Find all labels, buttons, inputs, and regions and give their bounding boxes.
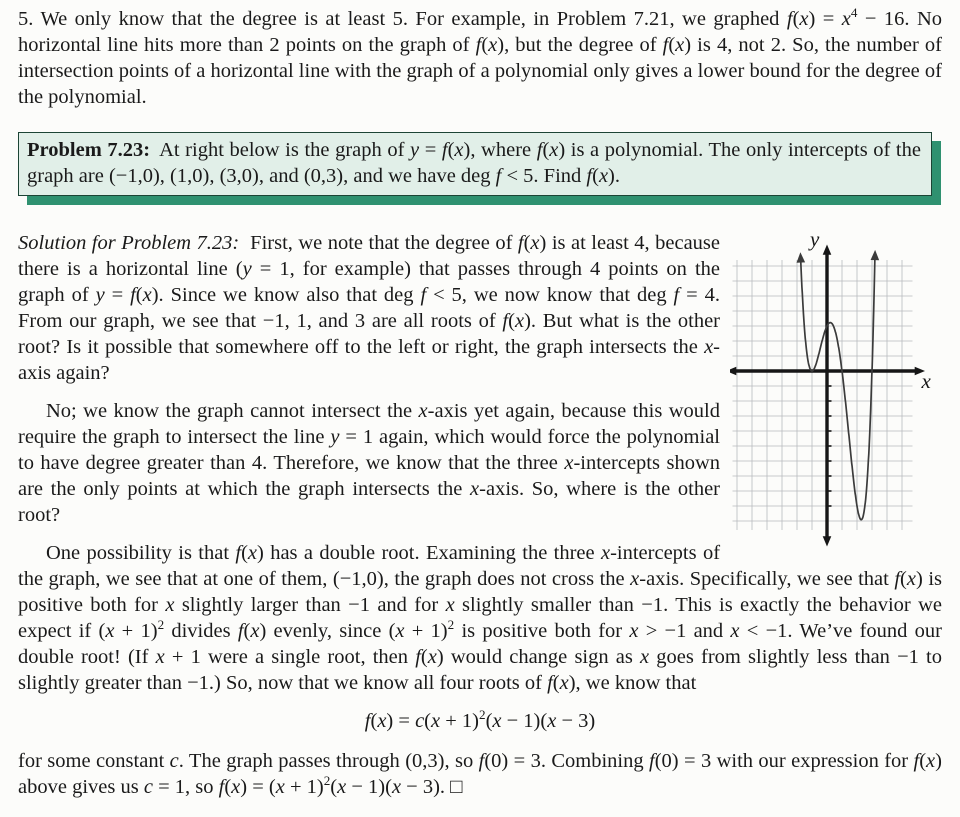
- solution-paragraph-4: for some constant c. The graph passes through (0,3), so f(0) = 3. Combining f(0) = 3 with our expression for f(x) above gives us c = 1, so $f(x) = (x + 1)^2(x - 1)(x - 3)$. □: [18, 750, 942, 798]
- equation: $f(x) = c(x + 1)^2(x - 1)(x - 3)$: [364, 707, 596, 732]
- solution-paragraph-3: One possibility is that f(x) has a double root. Examining the three x-intercepts of the graph, we see that at one of them, (−1,0), the graph does not cross the x-axis. Specifically, we see that f(x) is positive both for x slightly larger than −1 and for x slightly smaller than −1. This is exactly the behavior we expect if $(x + 1)^2$ divides f(x) evenly, since $(x + 1)^2$ is positive both for x > −1 and x < −1. We’ve found our double root! (If x + 1 were a single root, then f(x) would change sign as x goes from slightly less than −1 to slightly greater than −1.) So, now that we know all four roots of f(x), we know that: [18, 542, 943, 694]
- svg-text:y: y: [810, 230, 820, 251]
- intro-paragraph: 5. We only know that the degree is at least 5. For example, in Problem 7.21, we graphed $f(x) = x^4 - 16$. No horizontal line hits more than 2 points on the graph of f(x), but the degree of f(x) is 4, not 2. So, the number of intersection points of a horizontal line with the graph of a polynomial only gives a lower bound for the degree of the polynomial.: [18, 5, 943, 108]
- polynomial-graph: [730, 230, 942, 552]
- solution-paragraph-1-text: First, we note that the degree of f(x) is at least 4, because there is a horizontal line (y = 1, for example) that passes through 4 points on the graph of y = f(x). Since we know also that deg f < 5, we now know that deg f = 4. From our graph, we see that −1, 1, and 3 are all roots of f(x). But what is the other root? Is it possible that somewhere off to the left or right, the graph intersects the x-axis again?: [18, 232, 721, 384]
- solution-lead: Solution for Problem 7.23:: [18, 232, 240, 254]
- problem-box-text: At right below is the graph of y = f(x), where f(x) is a polynomial. The only intercepts of the graph are (−1,0), (1,0), (3,0), and (0,3), and we have deg f < 5. Find f(x).: [27, 139, 921, 187]
- solution-section: [18, 230, 942, 800]
- polynomial-graph-svg: [730, 230, 942, 552]
- svg-text:x: x: [921, 369, 931, 393]
- solution-paragraph-2: No; we know the graph cannot intersect the x-axis yet again, because this would require the graph to intersect the line y = 1 again, which would force the polynomial to have degree greater than 4. Therefore, we know that the three x-intercepts shown are the only points at which the graph intersects the x-axis. So, where is the other root?: [18, 400, 720, 526]
- problem-box-label: Problem 7.23:: [27, 139, 151, 161]
- problem-box: [18, 132, 932, 196]
